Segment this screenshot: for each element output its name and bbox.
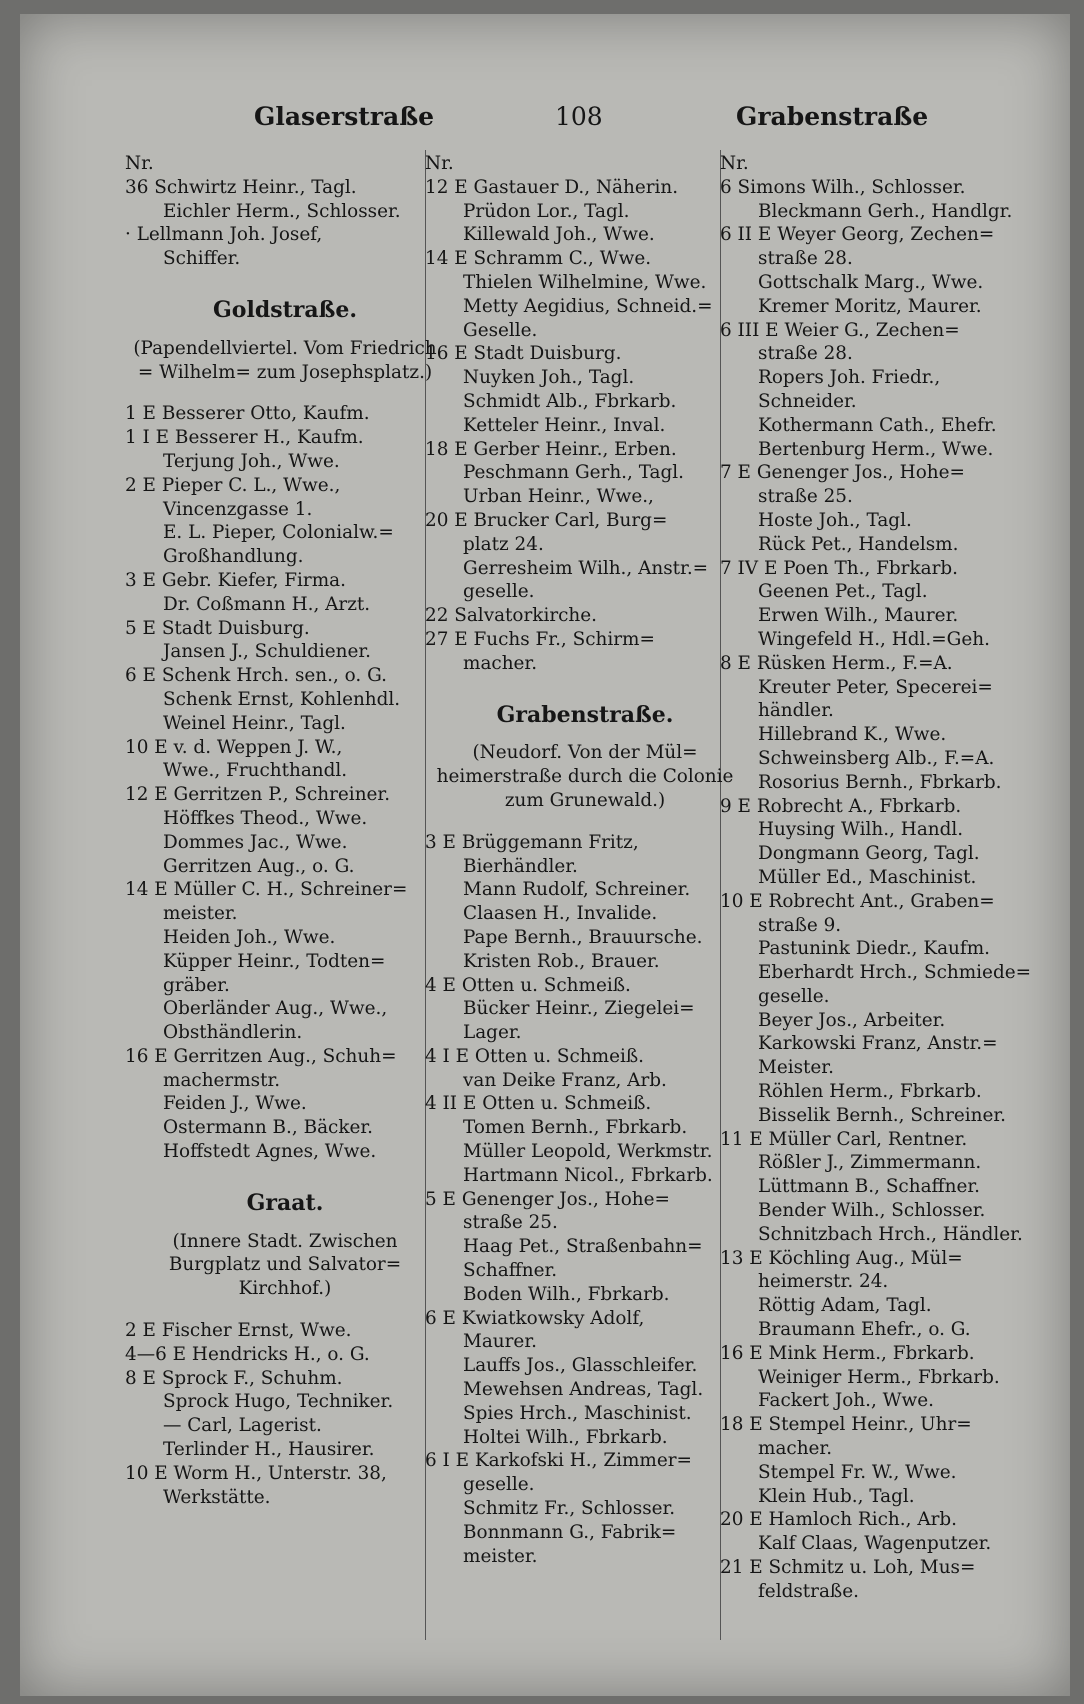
page-header bbox=[20, 102, 1070, 142]
entry-line: 7 E Genenger Jos., Hohe= bbox=[720, 462, 965, 484]
entry-line: Bonnmann G., Fabrik= bbox=[463, 1521, 677, 1543]
entry-line: 21 E Schmitz u. Loh, Mus= bbox=[720, 1557, 976, 1579]
entry-line: 27 E Fuchs Fr., Schirm= bbox=[425, 628, 655, 650]
entry-line: Großhandlung. bbox=[163, 546, 304, 568]
entry-line: 14 E Schramm C., Wwe. bbox=[425, 248, 652, 270]
entry-line: Killewald Joh., Wwe. bbox=[463, 224, 655, 246]
entry-line: · Lellmann Joh. Josef, bbox=[125, 224, 323, 246]
entry-line: 6 II E Weyer Georg, Zechen= bbox=[720, 224, 995, 246]
entry-line: Höffkes Theod., Wwe. bbox=[163, 807, 368, 829]
section-note: (Innere Stadt. Zwischen Burgplatz und Salvator= Kirchhof.) bbox=[168, 1230, 402, 1300]
entry-line: Schiffer. bbox=[163, 248, 241, 270]
entry-line: feldstraße. bbox=[758, 1580, 859, 1602]
entry-line: Meister. bbox=[758, 1057, 834, 1079]
column-1 bbox=[125, 152, 445, 1509]
entry-line: 5 E Genenger Jos., Hohe= bbox=[425, 1188, 670, 1210]
entry-line: Karkowski Franz, Anstr.= bbox=[758, 1033, 998, 1055]
entry-line: straße 25. bbox=[758, 486, 853, 508]
entry-line: 12 E Gastauer D., Näherin. bbox=[425, 176, 679, 198]
entry-line: Urban Heinr., Wwe., bbox=[463, 486, 654, 508]
entry-line: 22 Salvatorkirche. bbox=[425, 605, 597, 627]
entry-line: 6 I E Karkofski H., Zimmer= bbox=[425, 1450, 692, 1472]
entry-line: 11 E Müller Carl, Rentner. bbox=[720, 1128, 968, 1150]
entry-line: machermstr. bbox=[163, 1069, 281, 1091]
entry-line: 1 I E Besserer H., Kaufm. bbox=[125, 427, 364, 449]
entry-line: Bierhändler. bbox=[463, 855, 578, 877]
entry-line: meister. bbox=[463, 1545, 538, 1567]
entry-line: 9 E Robrecht A., Fbrkarb. bbox=[720, 795, 962, 817]
entry-line: 5 E Stadt Duisburg. bbox=[125, 617, 310, 639]
entry-line: Weinel Heinr., Tagl. bbox=[163, 712, 346, 734]
entry-line: Oberländer Aug., Wwe., bbox=[163, 998, 388, 1020]
entry-line: Geselle. bbox=[463, 319, 538, 341]
entry-line: Rößler J., Zimmermann. bbox=[758, 1152, 982, 1174]
entry-line: Dr. Coßmann H., Arzt. bbox=[163, 593, 371, 615]
entry-line: 1 E Besserer Otto, Kaufm. bbox=[125, 403, 370, 425]
entry-line: E. L. Pieper, Colonialw.= bbox=[163, 522, 394, 544]
section-note: (Neudorf. Von der Mül= heimerstraße durch die Colonie zum Grunewald.) bbox=[436, 742, 734, 811]
header-right-street: Grabenstraße bbox=[736, 102, 929, 131]
entry-line: Schweinsberg Alb., F.=A. bbox=[758, 747, 995, 769]
entry-line: Fackert Joh., Wwe. bbox=[758, 1390, 935, 1412]
entry-line: Stempel Fr. W., Wwe. bbox=[758, 1461, 957, 1483]
entry-line: Röttig Adam, Tagl. bbox=[758, 1295, 932, 1317]
entry-line: Hartmann Nicol., Fbrkarb. bbox=[463, 1164, 713, 1186]
entry-line: Küpper Heinr., Todten= bbox=[163, 950, 386, 972]
section-heading-grabenstrasse: Grabenstraße. bbox=[496, 701, 674, 728]
entry-line: Werkstätte. bbox=[163, 1486, 271, 1508]
entry-line: macher. bbox=[758, 1438, 833, 1460]
entry-line: Dommes Jac., Wwe. bbox=[163, 831, 348, 853]
entry-line: Ropers Joh. Friedr., bbox=[758, 367, 941, 389]
entry-line: Bisselik Bernh., Schreiner. bbox=[758, 1104, 1006, 1126]
entry-line: Mewehsen Andreas, Tagl. bbox=[463, 1379, 704, 1401]
entry-line: 3 E Brüggemann Fritz, bbox=[425, 831, 639, 853]
entry-line: Kristen Rob., Brauer. bbox=[463, 950, 660, 972]
entry-line: Obsthändlerin. bbox=[163, 1022, 303, 1044]
nr-label: Nr. bbox=[125, 153, 154, 174]
entry-line: Wingefeld H., Hdl.=Geh. bbox=[758, 628, 990, 650]
entry-line: — Carl, Lagerist. bbox=[163, 1415, 322, 1437]
entry-line: Terlinder H., Hausirer. bbox=[163, 1439, 375, 1461]
entry-line: Nuyken Joh., Tagl. bbox=[463, 367, 635, 389]
directory-page bbox=[20, 14, 1070, 1696]
entry-line: 8 E Sprock F., Schuhm. bbox=[125, 1367, 343, 1389]
entry-line: Gerresheim Wilh., Anstr.= bbox=[463, 557, 709, 579]
entry-list bbox=[125, 1319, 445, 1509]
entry-line: geselle. bbox=[758, 985, 830, 1007]
entry-line: Tomen Bernh., Fbrkarb. bbox=[463, 1117, 688, 1139]
entry-line: platz 24. bbox=[463, 533, 544, 555]
entry-line: 10 E Robrecht Ant., Graben= bbox=[720, 890, 995, 912]
column-2 bbox=[425, 152, 745, 1568]
entry-line: Eberhardt Hrch., Schmiede= bbox=[758, 962, 1032, 984]
entry-line: Haag Pet., Straßenbahn= bbox=[463, 1236, 703, 1258]
entry-line: geselle. bbox=[463, 581, 535, 603]
entry-line: 2 E Pieper C. L., Wwe., bbox=[125, 474, 341, 496]
entry-line: Eichler Herm., Schlosser. bbox=[163, 200, 401, 222]
entry-line: Terjung Joh., Wwe. bbox=[163, 450, 340, 472]
entry-line: Feiden J., Wwe. bbox=[163, 1093, 307, 1115]
entry-line: 18 E Gerber Heinr., Erben. bbox=[425, 438, 677, 460]
entry-line: Rück Pet., Handelsm. bbox=[758, 533, 959, 555]
entry-line: 16 E Stadt Duisburg. bbox=[425, 343, 622, 365]
entry-line: Lüttmann B., Schaffner. bbox=[758, 1176, 980, 1198]
entry-line: Sprock Hugo, Techniker. bbox=[163, 1391, 394, 1413]
entry-line: Lager. bbox=[463, 1022, 522, 1044]
entry-line: Hoffstedt Agnes, Wwe. bbox=[163, 1141, 377, 1163]
entry-line: Gottschalk Marg., Wwe. bbox=[758, 271, 984, 293]
nr-label: Nr. bbox=[425, 153, 454, 174]
entry-line: Dongmann Georg, Tagl. bbox=[758, 843, 980, 865]
entry-line: Schneider. bbox=[758, 390, 857, 412]
entry-list bbox=[425, 176, 745, 676]
entry-line: 18 E Stempel Heinr., Uhr= bbox=[720, 1414, 972, 1436]
entry-line: Müller Leopold, Werkmstr. bbox=[463, 1141, 713, 1163]
entry-line: 4 I E Otten u. Schmeiß. bbox=[425, 1045, 644, 1067]
entry-line: 4 E Otten u. Schmeiß. bbox=[425, 974, 631, 996]
entry-line: Klein Hub., Tagl. bbox=[758, 1485, 915, 1507]
entry-line: händler. bbox=[758, 700, 834, 722]
entry-line: straße 9. bbox=[758, 914, 842, 936]
entry-line: 13 E Köchling Aug., Mül= bbox=[720, 1247, 963, 1269]
entry-line: Geenen Pet., Tagl. bbox=[758, 581, 928, 603]
header-left-street: Glaserstraße bbox=[254, 102, 435, 131]
entry-line: straße 25. bbox=[463, 1212, 558, 1234]
entry-line: Weiniger Herm., Fbrkarb. bbox=[758, 1366, 1000, 1388]
entry-line: Röhlen Herm., Fbrkarb. bbox=[758, 1081, 982, 1103]
entry-line: 10 E v. d. Weppen J. W., bbox=[125, 736, 343, 758]
entry-line: 16 E Gerritzen Aug., Schuh= bbox=[125, 1045, 397, 1067]
entry-line: Claasen H., Invalide. bbox=[463, 903, 658, 925]
entry-line: 3 E Gebr. Kiefer, Firma. bbox=[125, 569, 346, 591]
entry-line: Kothermann Cath., Ehefr. bbox=[758, 414, 997, 436]
entry-line: 6 E Schenk Hrch. sen., o. G. bbox=[125, 665, 387, 687]
entry-line: 14 E Müller C. H., Schreiner= bbox=[125, 879, 408, 901]
entry-line: Heiden Joh., Wwe. bbox=[163, 926, 336, 948]
entry-line: Schaffner. bbox=[463, 1260, 558, 1282]
entry-line: Huysing Wilh., Handl. bbox=[758, 819, 964, 841]
entry-line: Gerritzen Aug., o. G. bbox=[163, 855, 355, 877]
entry-line: 4 II E Otten u. Schmeiß. bbox=[425, 1093, 652, 1115]
column-3 bbox=[720, 152, 1040, 1604]
entry-line: 12 E Gerritzen P., Schreiner. bbox=[125, 784, 391, 806]
entry-line: Prüdon Lor., Tagl. bbox=[463, 200, 630, 222]
entry-line: Hoste Joh., Tagl. bbox=[758, 509, 912, 531]
entry-line: macher. bbox=[463, 652, 538, 674]
entry-line: Pastunink Diedr., Kaufm. bbox=[758, 938, 990, 960]
entry-line: Lauffs Jos., Glasschleifer. bbox=[463, 1355, 698, 1377]
entry-line: Schnitzbach Hrch., Händler. bbox=[758, 1223, 1023, 1245]
entry-line: Bücker Heinr., Ziegelei= bbox=[463, 998, 695, 1020]
entry-line: Mann Rudolf, Schreiner. bbox=[463, 879, 691, 901]
entry-line: Peschmann Gerh., Tagl. bbox=[463, 462, 685, 484]
entry-line: gräber. bbox=[163, 974, 230, 996]
entry-line: Schmidt Alb., Fbrkarb. bbox=[463, 390, 677, 412]
entry-line: Vincenzgasse 1. bbox=[163, 498, 313, 520]
section-heading-graat: Graat. bbox=[246, 1189, 324, 1216]
entry-line: 20 E Hamloch Rich., Arb. bbox=[720, 1509, 958, 1531]
entry-line: Ostermann B., Bäcker. bbox=[163, 1117, 373, 1139]
entry-line: 16 E Mink Herm., Fbrkarb. bbox=[720, 1342, 975, 1364]
entry-list bbox=[425, 831, 745, 1569]
entry-line: Kreuter Peter, Specerei= bbox=[758, 676, 993, 698]
entry-line: 7 IV E Poen Th., Fbrkarb. bbox=[720, 557, 958, 579]
entry-line: 6 Simons Wilh., Schlosser. bbox=[720, 176, 966, 198]
section-note: (Papendellviertel. Vom Friedrich = Wilhelm= zum Josephsplatz.) bbox=[133, 337, 437, 383]
entry-line: Holtei Wilh., Fbrkarb. bbox=[463, 1426, 668, 1448]
entry-list bbox=[125, 402, 445, 1164]
entry-line: Bender Wilh., Schlosser. bbox=[758, 1200, 986, 1222]
entry-line: 6 III E Weier G., Zechen= bbox=[720, 319, 960, 341]
entry-line: Metty Aegidius, Schneid.= bbox=[463, 295, 713, 317]
entry-line: Rosorius Bernh., Fbrkarb. bbox=[758, 771, 1002, 793]
entry-line: straße 28. bbox=[758, 343, 853, 365]
entry-line: straße 28. bbox=[758, 248, 853, 270]
entry-line: Schenk Ernst, Kohlenhdl. bbox=[163, 688, 401, 710]
entry-line: Boden Wilh., Fbrkarb. bbox=[463, 1283, 670, 1305]
entry-line: Kremer Moritz, Maurer. bbox=[758, 295, 982, 317]
entry-line: meister. bbox=[163, 903, 238, 925]
entry-line: Pape Bernh., Brauursche. bbox=[463, 926, 703, 948]
entry-line: Kalf Claas, Wagenputzer. bbox=[758, 1533, 992, 1555]
entry-line: Jansen J., Schuldiener. bbox=[163, 641, 372, 663]
entry-line: Thielen Wilhelmine, Wwe. bbox=[463, 271, 707, 293]
entry-line: Braumann Ehefr., o. G. bbox=[758, 1319, 971, 1341]
entry-line: Erwen Wilh., Maurer. bbox=[758, 605, 959, 627]
entry-line: Wwe., Fruchthandl. bbox=[163, 760, 348, 782]
entry-line: Ketteler Heinr., Inval. bbox=[463, 414, 666, 436]
nr-label: Nr. bbox=[720, 153, 749, 174]
entry-line: 20 E Brucker Carl, Burg= bbox=[425, 509, 668, 531]
entry-list bbox=[720, 176, 1040, 1604]
section-heading-goldstrasse: Goldstraße. bbox=[213, 296, 357, 323]
entry-line: Beyer Jos., Arbeiter. bbox=[758, 1009, 946, 1031]
entry-line: Bertenburg Herm., Wwe. bbox=[758, 438, 994, 460]
entry-line: geselle. bbox=[463, 1474, 535, 1496]
entry-list bbox=[125, 176, 445, 271]
entry-line: Bleckmann Gerh., Handlgr. bbox=[758, 200, 1013, 222]
entry-line: Müller Ed., Maschinist. bbox=[758, 866, 977, 888]
entry-line: Hillebrand K., Wwe. bbox=[758, 724, 947, 746]
entry-line: 36 Schwirtz Heinr., Tagl. bbox=[125, 176, 357, 198]
entry-line: heimerstr. 24. bbox=[758, 1271, 889, 1293]
entry-line: 2 E Fischer Ernst, Wwe. bbox=[125, 1320, 352, 1342]
entry-line: 8 E Rüsken Herm., F.=A. bbox=[720, 652, 953, 674]
entry-line: Schmitz Fr., Schlosser. bbox=[463, 1498, 676, 1520]
entry-line: 6 E Kwiatkowsky Adolf, bbox=[425, 1307, 645, 1329]
entry-line: 10 E Worm H., Unterstr. 38, bbox=[125, 1462, 387, 1484]
entry-line: Maurer. bbox=[463, 1331, 537, 1353]
page-number: 108 bbox=[555, 102, 603, 131]
entry-line: Spies Hrch., Maschinist. bbox=[463, 1402, 692, 1424]
entry-line: 4—6 E Hendricks H., o. G. bbox=[125, 1343, 370, 1365]
entry-line: van Deike Franz, Arb. bbox=[463, 1069, 667, 1091]
